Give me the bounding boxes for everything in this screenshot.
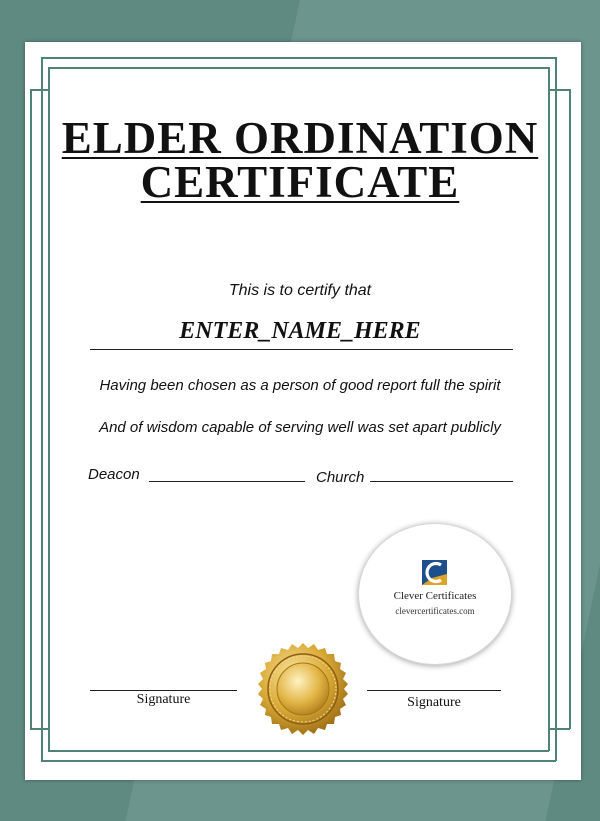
signature-line-left[interactable] <box>90 690 237 691</box>
signature-line-right[interactable] <box>367 690 501 691</box>
recipient-name[interactable]: ENTER_NAME_HERE <box>179 318 421 344</box>
church-label: Church <box>316 469 365 486</box>
clever-certificates-logo-icon <box>422 560 447 585</box>
body-text-line1: Having been chosen as a person of good report full the spirit <box>99 377 501 394</box>
brand-seal <box>358 523 512 665</box>
signature-label-right: Signature <box>407 695 461 710</box>
brand-name: Clever Certificates <box>393 590 477 602</box>
gold-seal-icon <box>256 642 350 736</box>
brand-url: clevercertificates.com <box>395 606 475 616</box>
certificate-title-line1: ELDER ORDINATION <box>61 113 539 163</box>
name-underline <box>90 349 513 350</box>
signature-label-left: Signature <box>136 692 191 707</box>
body-text-line2: And of wisdom capable of serving well was set apart publicly <box>99 419 501 436</box>
church-line[interactable] <box>370 481 513 482</box>
deacon-line[interactable] <box>149 481 305 482</box>
deacon-label: Deacon <box>88 466 140 483</box>
intro-text: This is to certify that <box>228 282 372 299</box>
certificate-title-line2: CERTIFICATE <box>140 157 460 207</box>
